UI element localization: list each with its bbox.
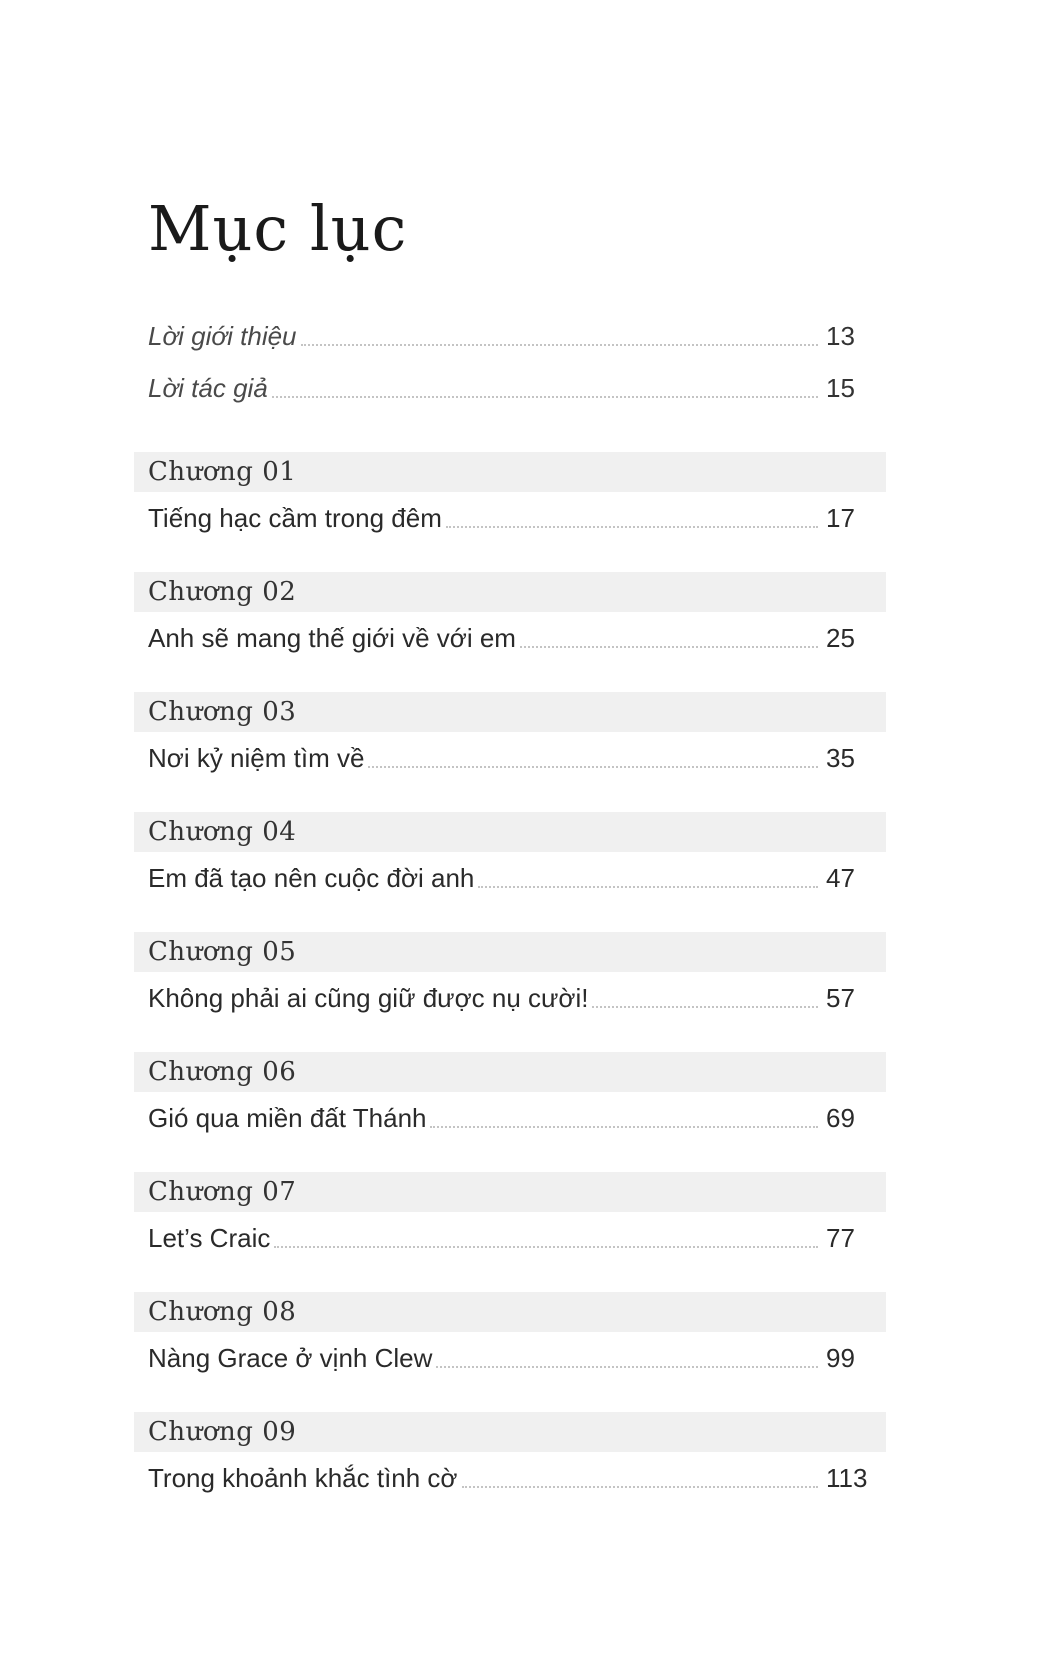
chapter-heading-band: [134, 932, 886, 972]
page-number: 47: [826, 863, 855, 893]
toc-entry-chapter-01[interactable]: [148, 500, 868, 536]
chapter-heading: Chương 05: [148, 937, 297, 967]
page-number: 35: [826, 743, 855, 773]
dot-leader: [436, 1366, 818, 1368]
chapter-heading-band: [134, 1172, 886, 1212]
dot-leader: [592, 1006, 818, 1008]
dot-leader: [462, 1486, 819, 1488]
chapter-heading: Chương 01: [148, 457, 297, 487]
chapter-heading: Chương 08: [148, 1297, 297, 1327]
page-title: Mục lục: [148, 192, 408, 265]
entry-label: Tiếng hạc cầm trong đêm: [148, 503, 442, 533]
page-number: 77: [826, 1223, 855, 1253]
toc-entry-chapter-05[interactable]: [148, 980, 868, 1016]
entry-label: Em đã tạo nên cuộc đời anh: [148, 863, 475, 893]
chapter-heading-band: [134, 1292, 886, 1332]
page-number: 113: [826, 1463, 868, 1493]
entry-label: Nơi kỷ niệm tìm về: [148, 743, 365, 773]
entry-label: Nàng Grace ở vịnh Clew: [148, 1343, 433, 1373]
entry-label: Lời tác giả: [148, 373, 268, 403]
dot-leader: [478, 886, 818, 888]
chapter-heading: Chương 03: [148, 697, 297, 727]
entry-label: Gió qua miền đất Thánh: [148, 1103, 427, 1133]
chapter-heading-band: [134, 692, 886, 732]
dot-leader: [446, 526, 818, 528]
dot-leader: [430, 1126, 818, 1128]
chapter-heading-band: [134, 1412, 886, 1452]
toc-entry-chapter-03[interactable]: [148, 740, 868, 776]
toc-entry-chapter-09[interactable]: [148, 1460, 868, 1496]
page-number: 99: [826, 1343, 855, 1373]
entry-label: Không phải ai cũng giữ được nụ cười!: [148, 983, 589, 1013]
toc-entry-author-note[interactable]: [148, 370, 868, 406]
page-number: 13: [826, 321, 855, 351]
dot-leader: [274, 1246, 818, 1248]
chapter-heading: Chương 04: [148, 817, 297, 847]
dot-leader: [368, 766, 818, 768]
entry-label: Trong khoảnh khắc tình cờ: [148, 1463, 458, 1493]
chapter-heading: Chương 09: [148, 1417, 297, 1447]
entry-label: Let’s Craic: [148, 1223, 271, 1253]
page-number: 17: [826, 503, 855, 533]
page-number: 69: [826, 1103, 855, 1133]
page-number: 25: [826, 623, 855, 653]
toc-entry-introduction[interactable]: [148, 318, 868, 354]
chapter-heading: Chương 06: [148, 1057, 297, 1087]
toc-entry-chapter-02[interactable]: [148, 620, 868, 656]
toc-entry-chapter-06[interactable]: [148, 1100, 868, 1136]
toc-entry-chapter-08[interactable]: [148, 1340, 868, 1376]
chapter-heading: Chương 02: [148, 577, 297, 607]
dot-leader: [272, 396, 818, 398]
chapter-heading-band: [134, 572, 886, 612]
page-number: 57: [826, 983, 855, 1013]
page-number: 15: [826, 373, 855, 403]
entry-label: Lời giới thiệu: [148, 321, 297, 351]
chapter-heading: Chương 07: [148, 1177, 297, 1207]
dot-leader: [520, 646, 818, 648]
toc-entry-chapter-07[interactable]: [148, 1220, 868, 1256]
toc-entry-chapter-04[interactable]: [148, 860, 868, 896]
chapter-heading-band: [134, 452, 886, 492]
entry-label: Anh sẽ mang thế giới về với em: [148, 623, 516, 653]
dot-leader: [301, 344, 818, 346]
chapter-heading-band: [134, 812, 886, 852]
chapter-heading-band: [134, 1052, 886, 1092]
